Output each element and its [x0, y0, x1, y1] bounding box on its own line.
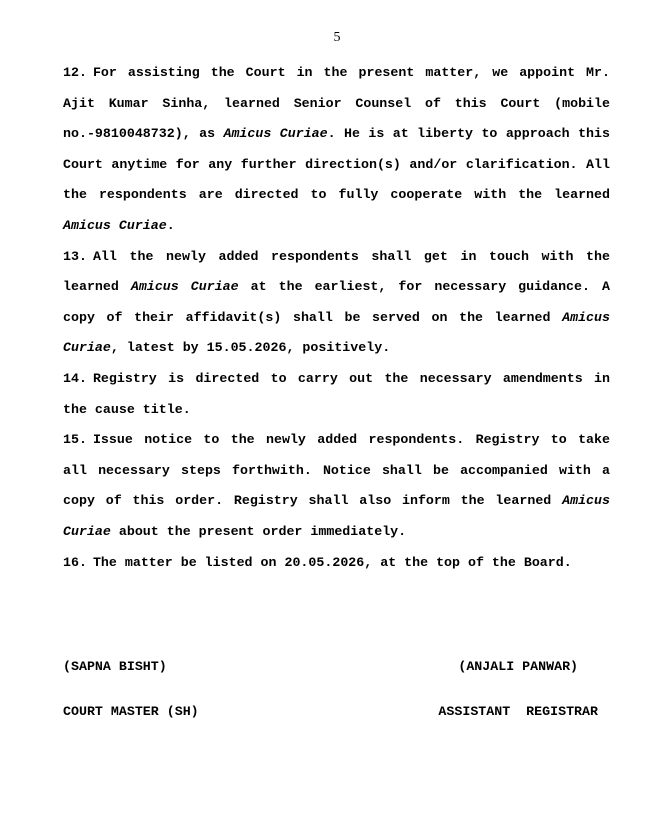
signatory-right — [438, 629, 598, 734]
paragraph-text: . He is at liberty to approach this Court anytime for any further direction(s) and/or clarification. All the respondents are directed to fully cooperate with the learned — [63, 126, 610, 203]
paragraph-text: , latest by 15.05.2026, positively. — [110, 340, 391, 356]
amicus-curiae-term: Amicus Curiae — [130, 279, 239, 295]
paragraph-text: For assisting the Court in the present matter, we appoint Mr. Ajit Kumar Sinha, learned Senior Counsel of this Court (mobile no.-9810048732), as — [63, 65, 610, 142]
paragraph-number: 16. — [63, 554, 87, 570]
order-paragraph — [63, 548, 610, 579]
paragraph-text: . — [166, 217, 175, 233]
order-paragraph — [63, 58, 610, 242]
order-paragraph — [63, 425, 610, 547]
signatory-right-name: (ANJALI PANWAR) — [458, 659, 579, 674]
amicus-curiae-term: Amicus Curiae — [63, 309, 610, 356]
page-number: 5 — [333, 30, 341, 45]
paragraph-text: at the earliest, for necessary guidance. A copy of their affidavit(s) shall be served on the learned — [63, 279, 610, 325]
paragraph-text: The matter be listed on 20.05.2026, at the top of the Board. — [92, 554, 572, 570]
signatory-left-title: COURT MASTER (SH) — [63, 704, 199, 719]
signatory-right-title: ASSISTANT REGISTRAR — [438, 704, 598, 719]
paragraph-text: about the present order immediately. — [110, 523, 407, 539]
amicus-curiae-term: Amicus Curiae — [63, 217, 167, 233]
signatory-left — [63, 629, 199, 734]
paragraph-number: 15. — [63, 432, 87, 448]
paragraph-text: Issue notice to the newly added respondents. Registry to take all necessary steps forthwith. Notice shall be accompanied with a copy of this order. Registry shall also inform the learned — [63, 432, 610, 509]
signatory-left-name: (SAPNA BISHT) — [63, 659, 167, 674]
paragraph-text: Registry is directed to carry out the necessary amendments in the cause title. — [63, 370, 610, 417]
paragraph-number: 13. — [63, 248, 87, 264]
paragraph-text: All the newly added respondents shall get in touch with the learned — [63, 248, 610, 295]
amicus-curiae-term: Amicus Curiae — [223, 126, 328, 142]
order-paragraph — [63, 242, 610, 364]
order-body — [63, 58, 610, 578]
amicus-curiae-term: Amicus Curiae — [63, 493, 610, 539]
order-paragraph — [63, 364, 610, 425]
paragraph-number: 12. — [63, 65, 87, 80]
paragraph-number: 14. — [63, 370, 87, 386]
